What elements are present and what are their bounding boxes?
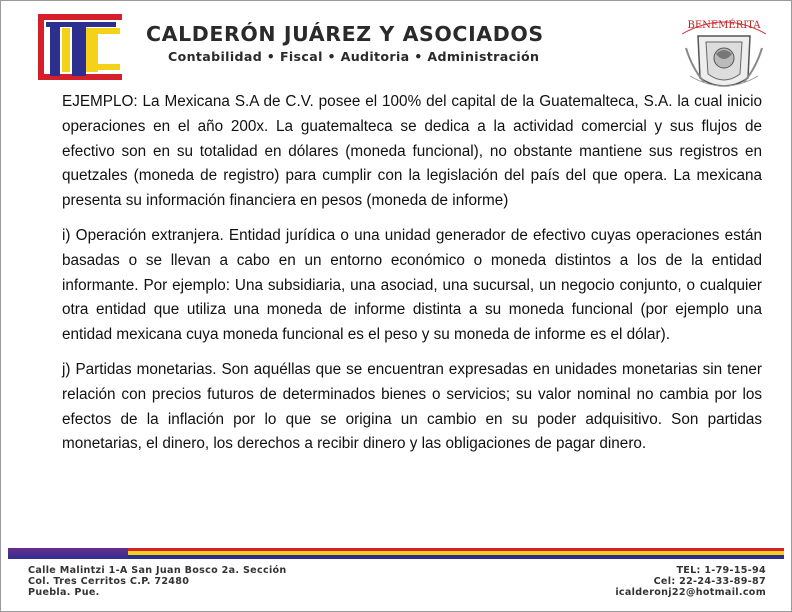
paragraph-example: EJEMPLO: La Mexicana S.A de C.V. posee el 100% del capital de la Guatemalteca, S.A. la cual inicio operaciones en el año 200x. La guatemalteca se dedica a la actividad comercial y sus flujos de efectivo son en su totalidad en dólares (moneda funcional), no obstante mantiene sus registros en quetzales (moneda de registro) para cumplir con la legislación del país del que opera. La mexicana presenta su información financiera en pesos (moneda de informe) [62, 93, 762, 210]
university-seal-icon [676, 8, 772, 96]
cell-number: Cel: 22-24-33-89-87 [653, 576, 766, 588]
footer-address [28, 565, 287, 599]
phone-number: TEL: 1-79-15-94 [676, 565, 766, 576]
paragraph-partidas-monetarias: j) Partidas monetarias. Son aquéllas que se encuentran expresadas en unidades monetarias sin tener relación con precios futuros de determinados bienes o servicios; su valor nominal no cambia por los efectos de la inflación por lo que se origina un cambio en su poder adquisitivo. Son partidas monetarias, el dinero, los derechos a recibir dinero y las obligaciones de pagar dinero. [62, 360, 762, 453]
footer-stripe-accent [8, 548, 128, 559]
address-line: Col. Tres Cerritos C.P. 72480 [28, 576, 190, 588]
address-line: Puebla. Pue. [28, 587, 100, 599]
email-address: icalderonj22@hotmail.com [615, 587, 766, 599]
paragraph-operacion-extranjera: i) Operación extranjera. Entidad jurídica o una unidad generador de efectivo cuyas operaciones están basadas o se llevan a cabo en un entorno económico o moneda distintos a los de la entidad informante. Por ejemplo: Una subsidiaria, una asociad, una sucursal, un negocio conjunto, o cualquier otra entidad que utiliza una moneda de informe distinta a su moneda funcional (por ejemplo una entidad mexicana cuya moneda funcional es el peso y su moneda de informe es el dólar). [62, 226, 762, 344]
footer-contact [615, 565, 766, 599]
address-line: Calle Malintzi 1-A San Juan Bosco 2a. Sección [28, 565, 287, 576]
firm-logo-icon [36, 14, 124, 80]
document-body [62, 90, 762, 467]
firm-services: Contabilidad • Fiscal • Auditoria • Administración [168, 49, 540, 64]
firm-name: CALDERÓN JUÁREZ Y ASOCIADOS [146, 22, 544, 46]
seal-text: BENEMÉRITA [687, 20, 761, 31]
